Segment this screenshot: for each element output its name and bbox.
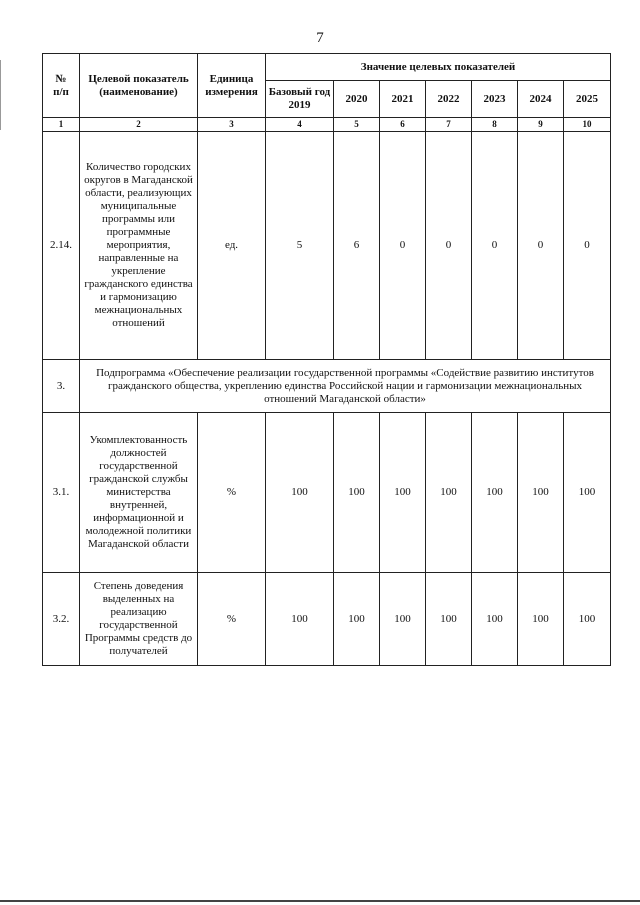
header-year: 2021 [380,81,426,118]
target-indicators-table [42,53,611,666]
header-year: 2022 [426,81,472,118]
value-cell: 0 [380,132,426,360]
indicator-unit: % [198,573,266,666]
value-cell: 100 [518,573,564,666]
header-year: 2025 [564,81,611,118]
table-row [43,573,611,666]
header-year: 2024 [518,81,564,118]
value-cell: 100 [380,413,426,573]
value-cell: 100 [564,573,611,666]
value-cell: 100 [426,413,472,573]
value-cell: 100 [266,573,334,666]
indicator-unit: ед. [198,132,266,360]
value-cell: 6 [334,132,380,360]
value-cell: 100 [380,573,426,666]
value-cell: 100 [564,413,611,573]
value-cell: 100 [472,573,518,666]
header-no: № п/п [43,54,80,118]
column-number: 6 [380,118,426,132]
header-year: 2023 [472,81,518,118]
header-year: 2020 [334,81,380,118]
value-cell: 5 [266,132,334,360]
header-unit: Единица измерения [198,54,266,118]
value-cell: 100 [518,413,564,573]
header-name: Целевой показатель (наименование) [80,54,198,118]
row-number: 3. [43,360,80,413]
value-cell: 100 [334,573,380,666]
indicator-unit: % [198,413,266,573]
value-cell: 0 [564,132,611,360]
row-number: 3.2. [43,573,80,666]
value-cell: 100 [472,413,518,573]
row-number: 3.1. [43,413,80,573]
table-row [43,413,611,573]
value-cell: 0 [518,132,564,360]
indicator-name: Количество городских округов в Магаданской области, реализующих муниципальные программы или программные мероприятия, направленные на укрепление гражданского единства и гармонизацию межнациональных отношений [80,132,198,360]
value-cell: 100 [266,413,334,573]
header-base-year: Базовый год 2019 [266,81,334,118]
column-number: 1 [43,118,80,132]
column-number: 5 [334,118,380,132]
indicator-name: Степень доведения выделенных на реализацию государственной Программы средств до получателей [80,573,198,666]
value-cell: 100 [334,413,380,573]
value-cell: 100 [426,573,472,666]
header-values-group: Значение целевых показателей [266,54,611,81]
subprogram-title: Подпрограмма «Обеспечение реализации государственной программы «Содействие развитию институтов гражданского общества, укреплению единства Российской нации и гармонизации межнациональных отношений Магаданской области» [80,360,611,413]
scan-bottom-rule [0,900,640,902]
table-row [43,132,611,360]
row-number: 2.14. [43,132,80,360]
indicator-name: Укомплектованность должностей государственной гражданской службы министерства внутренней, информационной и молодежной политики Магаданской области [80,413,198,573]
column-number: 3 [198,118,266,132]
scan-edge-mark [0,60,4,130]
subprogram-row [43,360,611,413]
value-cell: 0 [426,132,472,360]
column-number: 7 [426,118,472,132]
page-number: 7 [316,30,324,46]
column-number: 9 [518,118,564,132]
value-cell: 0 [472,132,518,360]
column-number: 2 [80,118,198,132]
column-number: 8 [472,118,518,132]
column-number: 10 [564,118,611,132]
column-number: 4 [266,118,334,132]
